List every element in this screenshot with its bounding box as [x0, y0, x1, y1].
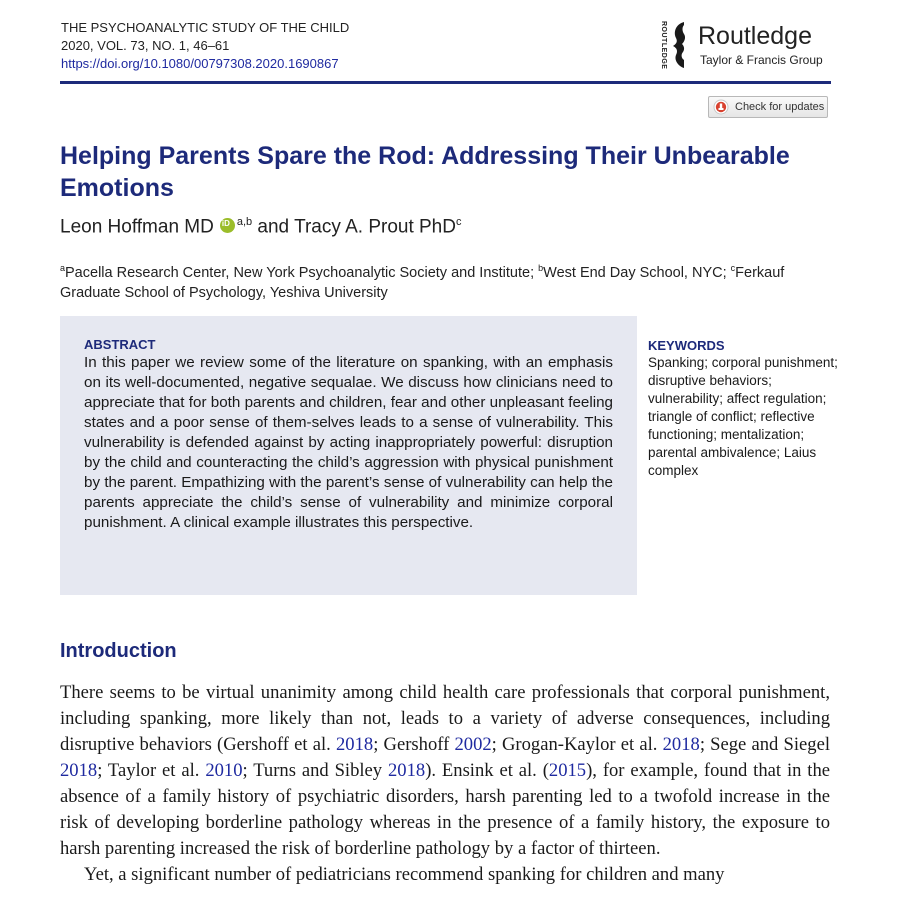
- journal-volume: 2020, VOL. 73, NO. 1, 46–61: [61, 38, 230, 53]
- publisher-vertical-text: ROUTLEDGE: [660, 21, 667, 70]
- affil-a: Pacella Research Center, New York Psychoanalytic Society and Institute;: [65, 264, 539, 281]
- article-title: Helping Parents Spare the Rod: Addressing Their Unbearable Emotions: [60, 142, 790, 202]
- citation-link[interactable]: 2018: [336, 734, 374, 755]
- affil-b-sup: b: [538, 263, 544, 273]
- citation-link[interactable]: 2010: [205, 760, 243, 781]
- header-rule: [60, 81, 831, 84]
- check-for-updates-button[interactable]: [708, 96, 828, 118]
- orcid-icon[interactable]: [220, 218, 235, 233]
- affil-b: West End Day School, NYC;: [543, 264, 731, 281]
- publisher-logo: [656, 18, 836, 72]
- abstract-heading: ABSTRACT: [84, 337, 156, 352]
- author-2-affil: c: [455, 216, 462, 228]
- journal-name: THE PSYCHOANALYTIC STUDY OF THE CHILD: [61, 20, 350, 35]
- section-heading-introduction: Introduction: [60, 640, 177, 662]
- check-updates-icon: [713, 99, 729, 115]
- citation-link[interactable]: 2018: [662, 734, 700, 755]
- check-updates-label: Check for updates: [735, 101, 825, 113]
- publisher-group: Taylor & Francis Group: [700, 53, 823, 67]
- affiliations: [60, 258, 840, 303]
- author-2: Tracy A. Prout PhD: [294, 216, 456, 238]
- author-1-affil: a,b: [236, 216, 253, 228]
- citation-link[interactable]: 2015: [548, 760, 587, 781]
- abstract-text: In this paper we review some of the literature on spanking, with an emphasis on its well-documented, negative sequalae. We discuss how clinicians need to appreciate that for both parents and children, fear and other unpleasant feeling states and a poor sense of them-selves leads to a sense of vulnerability. This vulnerability is defended against by acting inappropriately powerful: disruption by the child and counteracting the child’s aggression with physical punishment by the parent. Empathizing with the parent’s sense of vulnerability can help the parents appreciate the child’s sense of vulnerability and minimize corporal punishment. A clinical example illustrates this perspective.: [84, 354, 613, 531]
- journal-header: [61, 19, 349, 73]
- author-line: [60, 216, 461, 238]
- affil-a-sup: a: [60, 263, 66, 273]
- doi-link[interactable]: https://doi.org/10.1080/00797308.2020.1690867: [61, 56, 339, 71]
- keywords-block: [648, 338, 838, 480]
- affil-c: Ferkauf Graduate School of Psychology, Yeshiva University: [60, 264, 785, 301]
- introduction-body: [60, 680, 830, 888]
- publisher-brand: Routledge: [698, 22, 812, 50]
- keywords-text: Spanking; corporal punishment; disruptive behaviors; vulnerability; affect regulation; triangle of conflict; reflective functioning; mentalization; parental ambivalence; Laius complex: [648, 355, 838, 478]
- author-conjunction: and: [257, 216, 290, 238]
- affil-c-sup: c: [730, 263, 736, 273]
- intro-paragraph-1: There seems to be virtual unanimity among child health care professionals that corporal punishment, including spanking, more likely than not, leads to a variety of adverse consequences, including disruptive behaviors (Gershoff et al. 2018; Gershoff 2002; Grogan-Kaylor et al. 2018; Sege and Siegel 2018; Taylor et al. 2010; Turns and Sibley 2018). Ensink et al. (2015), for example, found that in the absence of a family history of psychiatric disorders, harsh parenting led to a twofold increase in the risk of developing borderline pathology whereas in the presence of a family history, the exposure to harsh parenting increased the risk of borderline pathology by a factor of thirteen.: [60, 682, 831, 859]
- keywords-heading: KEYWORDS: [648, 338, 725, 353]
- abstract-box: [60, 316, 637, 595]
- author-1: Leon Hoffman MD: [60, 216, 214, 238]
- citation-link[interactable]: 2002: [454, 734, 492, 755]
- citation-link[interactable]: 2018: [388, 760, 426, 781]
- citation-link[interactable]: 2018: [60, 760, 98, 781]
- intro-paragraph-2: Yet, a significant number of pediatricians recommend spanking for children and many: [84, 864, 725, 885]
- routledge-head-icon: [670, 20, 692, 70]
